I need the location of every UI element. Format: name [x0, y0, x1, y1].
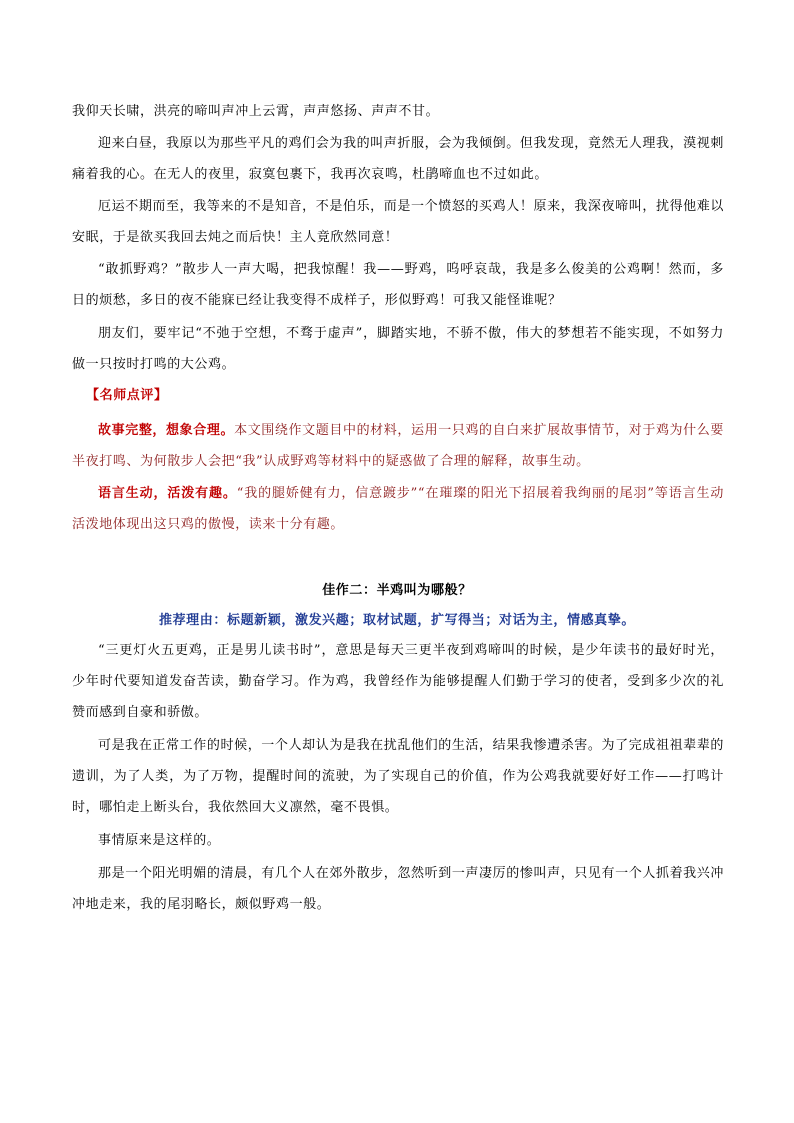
comment-1-text: 本文围绕作文题目中的材料，运用一只鸡的自白来扩展故事情节，对于鸡为什么要半夜打鸣、为何散步人会把“我”认成野鸡等材料中的疑惑做了合理的解释，故事生动。 — [72, 423, 724, 469]
essay1-paragraph-4: “敢抓野鸡？”散步人一声大喝，把我惊醒！我——野鸡，呜呼哀哉，我是多么俊美的公鸡啊！然而，多日的烦愁，多日的夜不能寐已经让我变得不成样子，形似野鸡！可我又能怪谁呢？ — [72, 262, 724, 308]
essay1-paragraph-1: 我仰天长啸，洪亮的啼叫声冲上云霄，声声悠扬、声声不甘。 — [72, 104, 440, 119]
teacher-comment-1 — [72, 415, 724, 477]
essay1-paragraph-5: 朋友们，要牢记“不弛于空想，不骛于虚声”，脚踏实地，不骄不傲，伟大的梦想若不能实现，不如努力做一只按时打鸣的大公鸡。 — [72, 326, 724, 372]
essay1-paragraph-3: 厄运不期而至，我等来的不是知音，不是伯乐，而是一个愤怒的买鸡人！原来，我深夜啼叫，扰得他难以安眠，于是欲买我回去炖之而后快！主人竟欣然同意！ — [72, 199, 724, 245]
comment-2-text: “我的腿娇健有力，信意踱步”“在璀璨的阳光下招展着我绚丽的尾羽”等语言生动活泼地体现出这只鸡的傲慢，读来十分有趣。 — [72, 486, 724, 532]
essay2-title: 佳作二：半鸡叫为哪般？ — [322, 583, 472, 598]
essay2-paragraph-4: 那是一个阳光明媚的清晨，有几个人在郊外散步，忽然听到一声凄厉的惨叫声，只见有一个人抓着我兴冲冲地走来，我的尾羽略长，颇似野鸡一般。 — [72, 866, 724, 912]
essay2-paragraph-1: “三更灯火五更鸡，正是男儿读书时”，意思是每天三更半夜到鸡啼叫的时候，是少年读书的最好时光，少年时代要知道发奋苦读，勤奋学习。作为鸡，我曾经作为能够提醒人们勤于学习的使者，受到多少次的礼赞而感到自豪和骄傲。 — [72, 643, 724, 720]
essay2-paragraph-2: 可是我在正常工作的时候，一个人却认为是我在扰乱他们的生活，结果我惨遭杀害。为了完成祖祖辈辈的遗训，为了人类，为了万物，提醒时间的流驶，为了实现自己的价值，作为公鸡我就要好好工作——打鸣计时，哪怕走上断头台，我依然回大义凛然，毫不畏惧。 — [72, 738, 724, 815]
comment-2-heading: 语言生动，活泼有趣。 — [98, 486, 237, 501]
comment-1-heading: 故事完整，想象合理。 — [98, 423, 235, 438]
teacher-comment-title: 【名师点评】 — [86, 388, 168, 403]
essay2-paragraph-3: 事情原来是这样的。 — [98, 833, 221, 848]
essay1-paragraph-2: 迎来白昼，我原以为那些平凡的鸡们会为我的叫声折服，会为我倾倒。但我发现，竟然无人理我，漠视刺痛着我的心。在无人的夜里，寂寞包裹下，我再次哀鸣，杜鹃啼血也不过如此。 — [72, 136, 724, 182]
teacher-comment-2 — [72, 478, 724, 540]
essay2-recommend-reason: 推荐理由：标题新颖，激发兴趣；取材试题，扩写得当；对话为主，情感真挚。 — [158, 613, 635, 628]
